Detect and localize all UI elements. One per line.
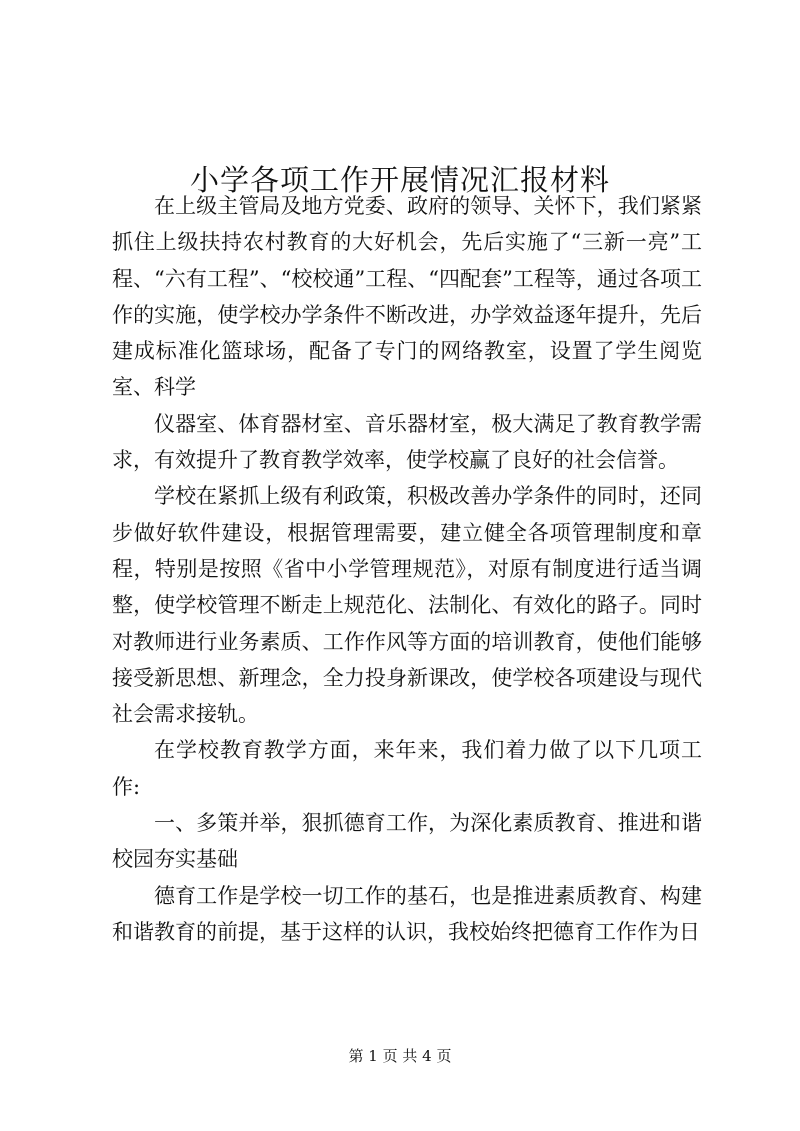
paragraph-2: 仪器室、体育器材室、音乐器材室，极大满足了教育教学需求，有效提升了教育教学效率，使学校赢了良好的社会信誉。 <box>112 411 702 473</box>
paragraph-3: 学校在紧抓上级有利政策，积极改善办学条件的同时，还同步做好软件建设，根据管理需要，建立健全各项管理制度和章程，特别是按照《省中小学管理规范》，对原有制度进行适当调整，使学校管理不断走上规范化、法制化、有效化的路子。同时对教师进行业务素质、工作作风等方面的培训教育，使他们能够接受新思想、新理念，全力投身新课改，使学校各项建设与现代社会需求接轨。 <box>112 484 702 727</box>
paragraph-1: 在上级主管局及地方党委、政府的领导、关怀下，我们紧紧抓住上级扶持农村教育的大好机会，先后实施了“三新一亮”工程、“六有工程”、“校校通”工程、“四配套”工程等，通过各项工作的实施，使学校办学条件不断改进，办学效益逐年提升，先后建成标准化篮球场，配备了专门的网络教室，设置了学生阅览室、科学 <box>112 194 702 400</box>
document-title: 小学各项工作开展情况汇报材料 <box>189 163 610 198</box>
paragraph-5: 德育工作是学校一切工作的基石，也是推进素质教育、构建和谐教育的前提，基于这样的认识，我校始终把德育工作作为日 <box>112 883 702 944</box>
document-body <box>112 188 702 950</box>
section-heading-1: 一、多策并举，狠抓德育工作，为深化素质教育、推进和谐校园夯实基础 <box>112 811 702 872</box>
page-footer: 第 1 页 共 4 页 <box>348 1047 452 1065</box>
paragraph-4: 在学校教育教学方面，来年来，我们着力做了以下几项工作: <box>112 738 702 799</box>
